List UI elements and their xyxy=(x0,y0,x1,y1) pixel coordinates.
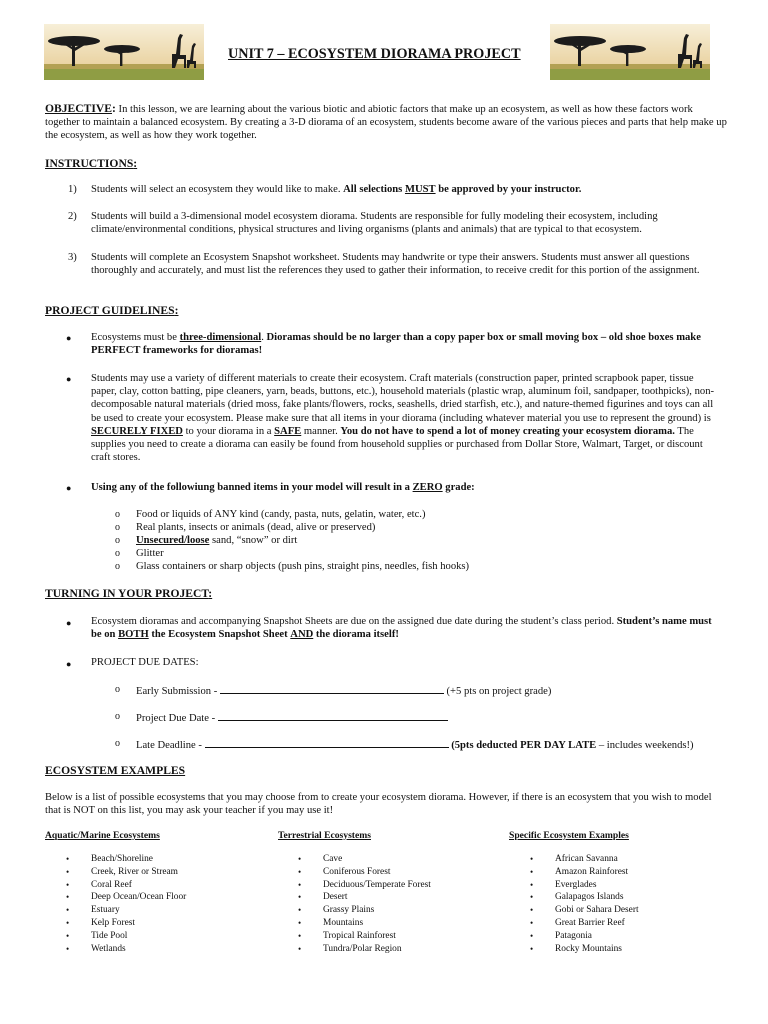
list-item: • Deep Ocean/Ocean Floor xyxy=(66,891,186,904)
examples-intro: Below is a list of possible ecosystems that you may choose from to create your ecosystem diorama. However, if there is an ecosystem that you wish to model that is NOT on this list, you may ask your teacher if you may use it! xyxy=(45,792,712,817)
sub-bullet-icon: o xyxy=(115,561,120,572)
banned-item: Glitter xyxy=(136,548,164,559)
list-item: • Wetlands xyxy=(66,943,186,956)
instructions-heading: INSTRUCTIONS: xyxy=(45,157,138,170)
savanna-banner-left xyxy=(44,24,204,80)
bullet-icon: ● xyxy=(66,659,72,669)
list-item: • Grassy Plains xyxy=(298,904,431,917)
sub-bullet-icon: o xyxy=(115,738,120,749)
banned-item: Unsecured/loose sand, “snow” or dirt xyxy=(136,535,298,546)
sub-bullet-icon: o xyxy=(115,548,120,559)
objective-text: In this lesson, we are learning about the various biotic and abiotic factors that make up an ecosystem, as well as how these factors work together to maintain a balanced ecosystem. By creating a 3-D diorama of an ecosystem, students become aware of the various pieces and parts that help make up the ecosystem, as well as how they work together. xyxy=(45,104,727,142)
list-item: • Tundra/Polar Region xyxy=(298,943,431,956)
bullet-icon: ● xyxy=(66,618,72,628)
list-item: • Patagonia xyxy=(530,930,639,943)
banned-item: Real plants, insects or animals (dead, alive or preserved) xyxy=(136,522,376,533)
sub-bullet-icon: o xyxy=(115,509,120,520)
list-item: • Coniferous Forest xyxy=(298,866,431,879)
objective-paragraph: OBJECTIVE: In this lesson, we are learning about the various biotic and abiotic factors that make up an ecosystem, as well as how these factors work together to maintain a balanced ecosystem. By creating a 3-D diorama of an ecosystem, students become aware of the various pieces and parts that help make up the ecosystem, as well as how they work together. xyxy=(45,102,727,142)
late-deadline-blank[interactable] xyxy=(205,737,449,748)
list-item: • Creek, River or Stream xyxy=(66,866,186,879)
sub-bullet-icon: o xyxy=(115,535,120,546)
sub-bullet-icon: o xyxy=(115,711,120,722)
instruction-item: Students will select an ecosystem they would like to make. All selections MUST be approved by your instructor. xyxy=(91,184,582,195)
sub-bullet-icon: o xyxy=(115,684,120,695)
instruction-number: 3) xyxy=(68,252,77,263)
aquatic-list xyxy=(66,853,186,955)
specific-list xyxy=(530,853,639,955)
guidelines-heading: PROJECT GUIDELINES: xyxy=(45,304,179,317)
bullet-icon: ● xyxy=(66,483,72,493)
list-item: • Estuary xyxy=(66,904,186,917)
terrestrial-list xyxy=(298,853,431,955)
list-item: • Mountains xyxy=(298,917,431,930)
list-item: • Tropical Rainforest xyxy=(298,930,431,943)
list-item: • Gobi or Sahara Desert xyxy=(530,904,639,917)
list-item: • Amazon Rainforest xyxy=(530,866,639,879)
column-title-aquatic: Aquatic/Marine Ecosystems xyxy=(45,830,160,841)
project-due-date-row: Project Due Date - xyxy=(136,710,448,725)
sub-bullet-icon: o xyxy=(115,522,120,533)
banned-item: Glass containers or sharp objects (push pins, straight pins, needles, fish hooks) xyxy=(136,561,470,572)
list-item: • Deciduous/Temperate Forest xyxy=(298,879,431,892)
late-deadline-row: Late Deadline - (5pts deducted PER DAY LATE – includes weekends!) xyxy=(136,737,694,752)
guideline-item: Students may use a variety of different materials to create their ecosystem. Craft materials (construction paper, printed scrapbook paper, tissue paper, clay, cotton batting, pipe cleaners, yarn, beads, buttons, etc.), household materials (plastic wrap, aluminum foil, sandpaper, toothpicks), non-decomposable natural materials (dried moss, fake plants/flowers, rocks, seashells, dried starfish, etc.), and nature-themed figurines and toys can all be used to create your ecosystem. Please make sure that all items in your diorama (including whatever material you use to represent the ground) is SECURELY FIXED to your diorama in a SAFE manner. You do not have to spend a lot of money creating your ecosystem diorama. The supplies you need to create a diorama can easily be found from household supplies or purchased from Dollar Store, Walmart, Target, or discount craft stores. xyxy=(91,373,715,464)
list-item: • Kelp Forest xyxy=(66,917,186,930)
list-item: • Great Barrier Reef xyxy=(530,917,639,930)
instruction-number: 2) xyxy=(68,211,77,222)
list-item: • Desert xyxy=(298,891,431,904)
guideline-item: Using any of the followiung banned items in your model will result in a ZERO grade: xyxy=(91,482,475,493)
page-title: UNIT 7 – ECOSYSTEM DIORAMA PROJECT xyxy=(228,46,521,62)
banned-item: Food or liquids of ANY kind (candy, pasta, nuts, gelatin, water, etc.) xyxy=(136,509,426,520)
list-item: • Tide Pool xyxy=(66,930,186,943)
early-submission-blank[interactable] xyxy=(220,683,444,694)
instruction-number: 1) xyxy=(68,184,77,195)
column-title-terrestrial: Terrestrial Ecosystems xyxy=(278,830,371,841)
early-submission-row: Early Submission - (+5 pts on project grade) xyxy=(136,683,551,698)
guideline-item: Ecosystems must be three-dimensional. Dioramas should be no larger than a copy paper box or small moving box – old shoe boxes make PERFECT frameworks for dioramas! xyxy=(91,332,701,357)
due-dates-label: PROJECT DUE DATES: xyxy=(91,657,199,668)
list-item: • Rocky Mountains xyxy=(530,943,639,956)
examples-heading: ECOSYSTEM EXAMPLES xyxy=(45,764,186,777)
list-item: • Cave xyxy=(298,853,431,866)
savanna-banner-right xyxy=(550,24,710,80)
list-item: • Beach/Shoreline xyxy=(66,853,186,866)
list-item: • Galapagos Islands xyxy=(530,891,639,904)
list-item: • Coral Reef xyxy=(66,879,186,892)
project-due-date-blank[interactable] xyxy=(218,710,448,721)
list-item: • Everglades xyxy=(530,879,639,892)
bullet-icon: ● xyxy=(66,333,72,343)
turning-in-item: Ecosystem dioramas and accompanying Snapshot Sheets are due on the assigned due date during the student’s class period. Student’s name must be on BOTH the Ecosystem Snapshot Sheet AND the diorama itself! xyxy=(91,616,712,641)
column-title-specific: Specific Ecosystem Examples xyxy=(509,830,629,841)
objective-label: OBJECTIVE xyxy=(45,102,113,115)
instruction-item: Students will complete an Ecosystem Snapshot worksheet. Students may handwrite or type their answers. Students must answer all questions thoroughly and accurately, and must list the references they used to gather their information, to receive credit for this portion of the assignment. xyxy=(91,252,700,277)
list-item: • African Savanna xyxy=(530,853,639,866)
bullet-icon: ● xyxy=(66,374,72,384)
turning-in-heading: TURNING IN YOUR PROJECT: xyxy=(45,587,213,600)
instruction-item: Students will build a 3-dimensional model ecosystem diorama. Students are responsible for fully modeling their ecosystem, including climate/environmental conditions, physical structures and living organisms (plants and animals) that are typical to that ecosystem. xyxy=(91,211,658,236)
